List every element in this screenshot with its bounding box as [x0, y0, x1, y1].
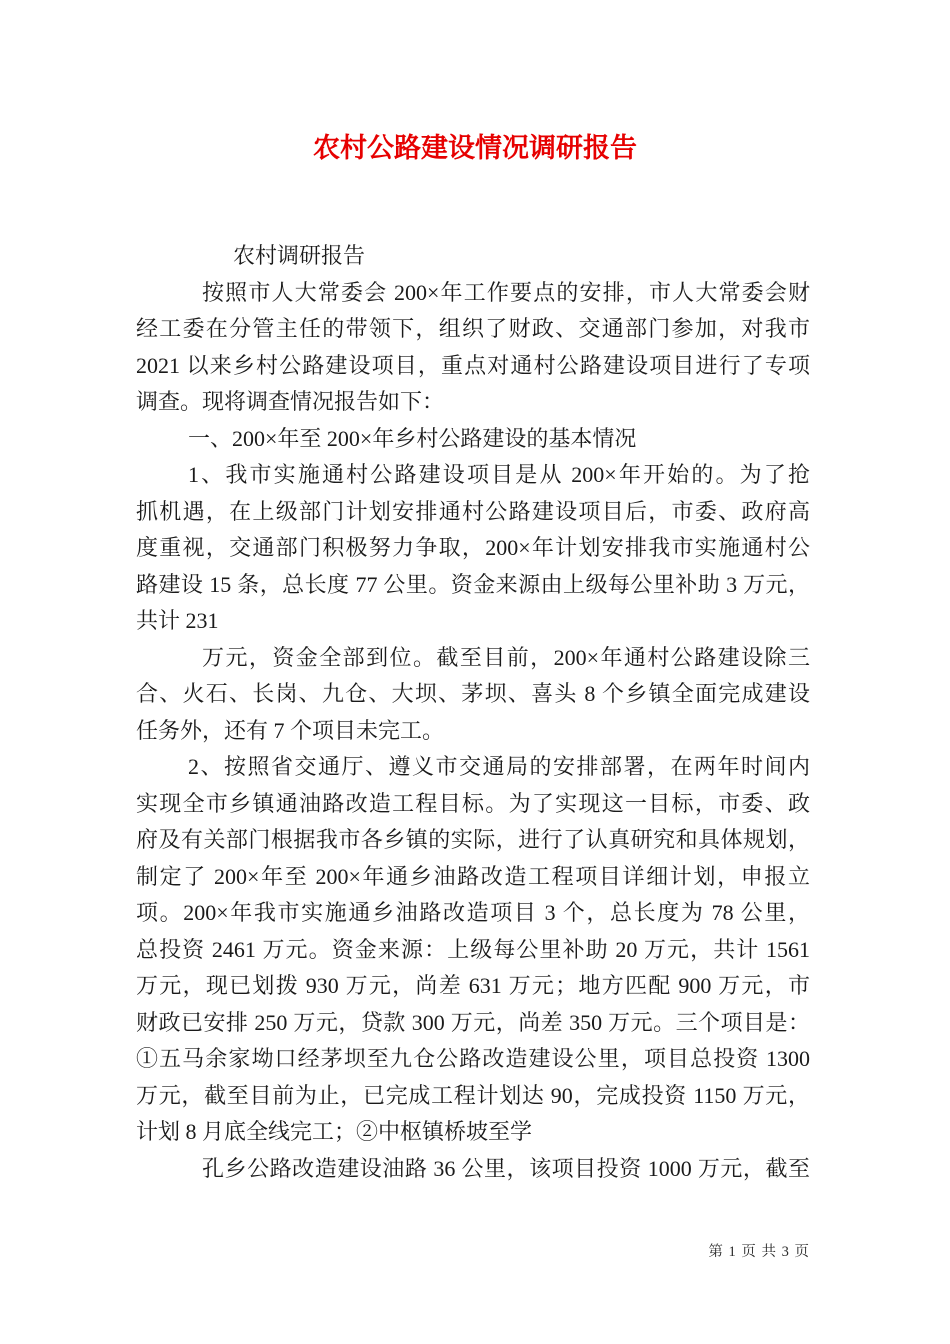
- document-line: 孔乡公路改造建设油路 36 公里，该项目投资 1000 万元，截至: [202, 1155, 810, 1181]
- document-line: ①五马余家坳口经茅坝至九仓公路改造建设公里，项目总投资 1300: [136, 1046, 810, 1071]
- document-line: 经工委在分管主任的带领下，组织了财政、交通部门参加，对我市: [136, 316, 810, 341]
- document-line: 万元，资金全部到位。截至目前，200×年通村公路建设除三: [202, 644, 810, 670]
- document-line: 项。200×年我市实施通乡油路改造项目 3 个，总长度为 78 公里，: [136, 900, 810, 925]
- document-line: 合、火石、长岗、九仓、大坝、茅坝、喜头 8 个乡镇全面完成建设: [136, 681, 810, 706]
- document-line: 2021 以来乡村公路建设项目，重点对通村公路建设项目进行了专项: [136, 352, 810, 378]
- document-line: 1、我市实施通村公路建设项目是从 200×年开始的。为了抢: [188, 462, 810, 487]
- document-line: 万元，现已划拨 930 万元，尚差 631 万元；地方匹配 900 万元，市: [136, 973, 810, 998]
- document-line: 任务外，还有 7 个项目未完工。: [136, 717, 445, 743]
- document-line: 2、按照省交通厅、遵义市交通局的安排部署，在两年时间内: [188, 754, 810, 779]
- document-line: 财政已安排 250 万元，贷款 300 万元，尚差 350 万元。三个项目是：: [136, 1009, 810, 1035]
- document-line: 农村调研报告: [233, 243, 366, 268]
- document-line: 路建设 15 条，总长度 77 公里。资金来源由上级每公里补助 3 万元，: [136, 571, 810, 597]
- document-line: 实现全市乡镇通油路改造工程目标。为了实现这一目标，市委、政: [136, 790, 810, 816]
- document-line: 制定了 200×年至 200×年通乡油路改造工程项目详细计划，申报立: [136, 863, 810, 889]
- document-body: [136, 238, 810, 1187]
- document-line: 抓机遇，在上级部门计划安排通村公路建设项目后，市委、政府高: [136, 498, 810, 524]
- page-title: 农村公路建设情况调研报告: [313, 133, 637, 163]
- page-number: 第 1 页 共 3 页: [708, 1244, 810, 1260]
- document-line: 府及有关部门根据我市各乡镇的实际，进行了认真研究和具体规划，: [136, 827, 810, 852]
- document-line: 度重视，交通部门积极努力争取，200×年计划安排我市实施通村公: [136, 535, 810, 560]
- document-line: 万元，截至目前为止，已完成工程计划达 90，完成投资 1150 万元，: [136, 1082, 810, 1108]
- document-line: 计划 8 月底全线完工；②中枢镇桥坡至学: [136, 1119, 533, 1144]
- document-line: 共计 231: [136, 608, 219, 633]
- document-line: 一、200×年至 200×年乡村公路建设的基本情况: [188, 425, 637, 451]
- document-line: 按照市人大常委会 200×年工作要点的安排，市人大常委会财: [202, 279, 810, 305]
- document-line: 总投资 2461 万元。资金来源：上级每公里补助 20 万元，共计 1561: [136, 936, 810, 962]
- document-line: 调查。现将调查情况报告如下：: [136, 389, 445, 414]
